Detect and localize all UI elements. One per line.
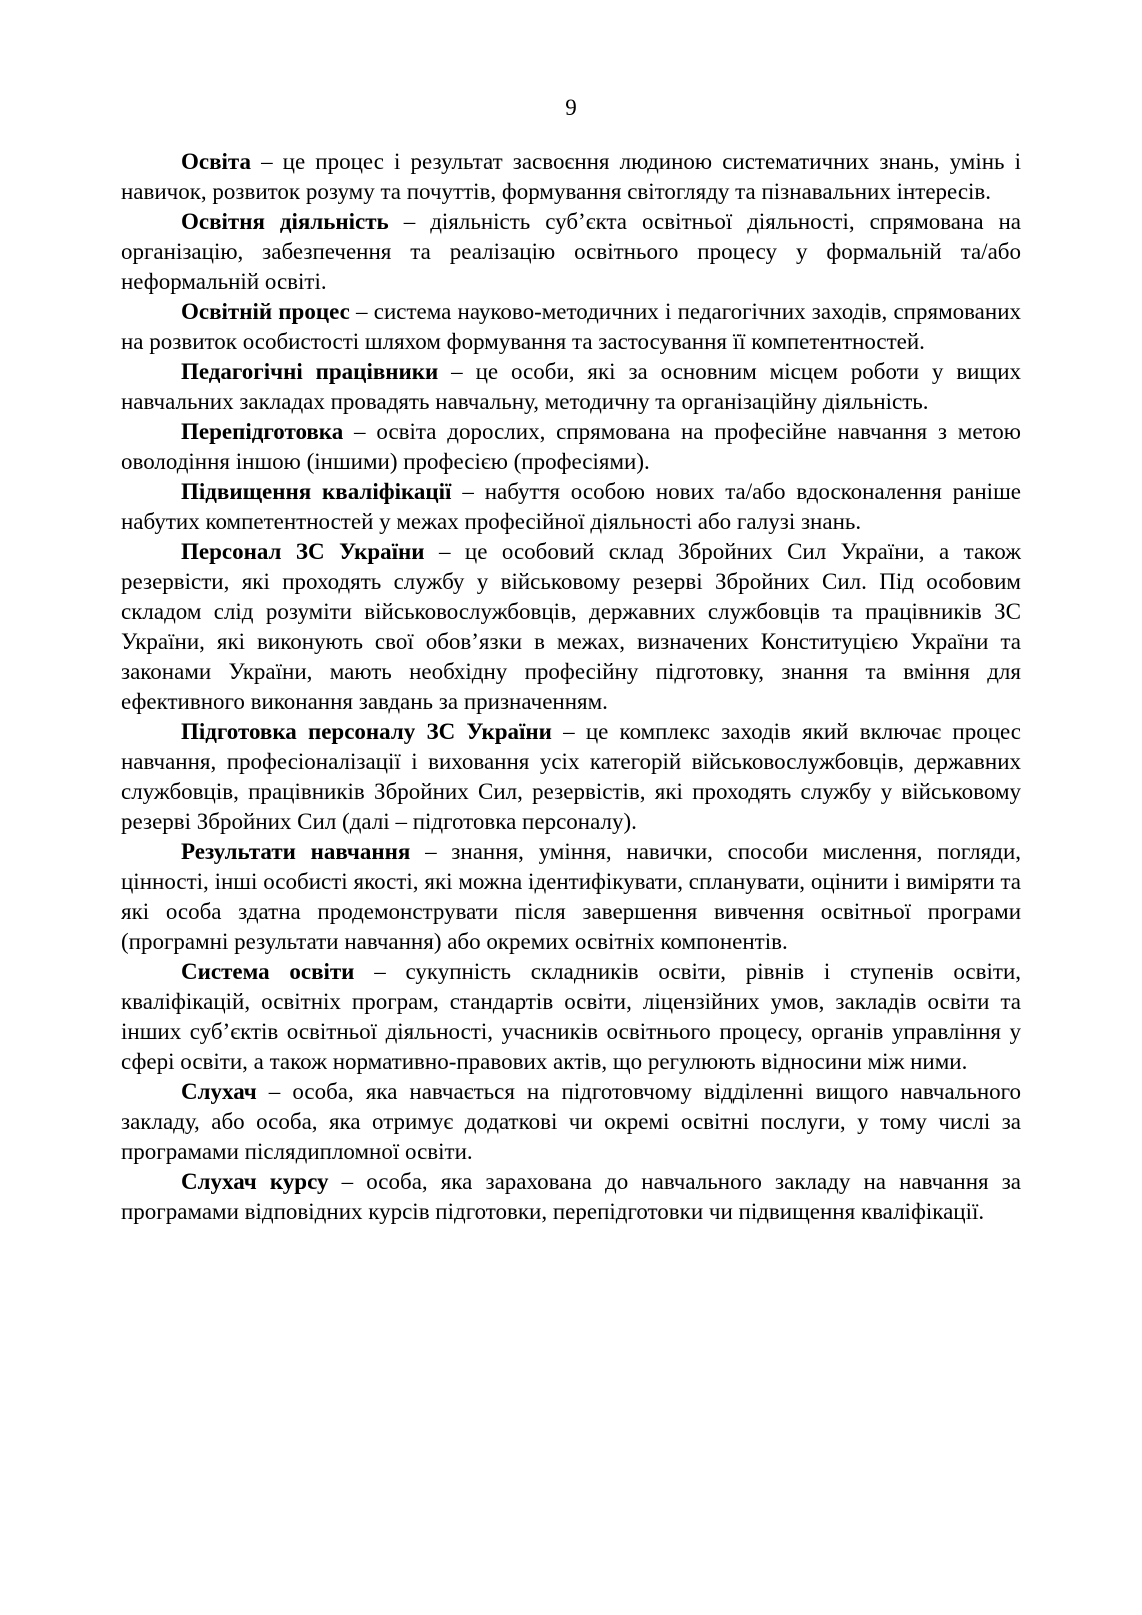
- definition-term: Освітній процес: [181, 299, 350, 324]
- definition-paragraph: [121, 957, 1021, 1077]
- definition-term: Результати навчання: [181, 839, 411, 864]
- definition-term: Слухач курсу: [181, 1169, 329, 1194]
- definition-text: – діяльність суб’єкта освітньої діяльності, спрямована на організацію, забезпечення та реалізацію освітнього процесу у формальній та/або неформальній освіті.: [121, 209, 1022, 294]
- definition-paragraph: [121, 837, 1021, 957]
- definition-term: Педагогічні працівники: [181, 359, 439, 384]
- definition-paragraph: [121, 1167, 1021, 1227]
- definition-paragraph: [121, 357, 1021, 417]
- definition-term: Система освіти: [181, 959, 355, 984]
- definition-text: – система науково-методичних і педагогічних заходів, спрямованих на розвиток особистості шляхом формування та застосування її компетентностей.: [121, 299, 1022, 354]
- definition-text: – це комплекс заходів який включає процес навчання, професіоналізації і виховання усіх категорій військовослужбовців, державних службовців, працівників Збройних Сил, резервістів, які проходять службу у військовому резерві Збройних Сил (далі – підготовка персоналу).: [121, 719, 1021, 834]
- definition-term: Підготовка персоналу ЗС України: [181, 719, 552, 744]
- definition-text: – це особи, які за основним місцем роботи у вищих навчальних закладах провадять навчальну, методичну та організаційну діяльність.: [121, 359, 1022, 414]
- document-body: [121, 147, 1021, 1227]
- definition-text: – знання, уміння, навички, способи мислення, погляди, цінності, інші особисті якості, які можна ідентифікувати, спланувати, оцінити і виміряти та які особа здатна продемонструвати після завершення вивчення освітньої програми (програмні результати навчання) або окремих освітніх компонентів.: [121, 839, 1021, 954]
- definition-term: Освітня діяльність: [181, 209, 389, 234]
- definition-text: – це процес і результат засвоєння людиною систематичних знань, умінь і навичок, розвиток розуму та почуттів, формування світогляду та пізнавальних інтересів.: [121, 149, 1021, 204]
- definition-paragraph: [121, 477, 1021, 537]
- definition-term: Перепідготовка: [181, 419, 344, 444]
- definition-paragraph: [121, 297, 1021, 357]
- definition-term: Освіта: [181, 149, 251, 174]
- definition-text: – це особовий склад Збройних Сил України, а також резервісти, які проходять службу у військовому резерві Збройних Сил. Під особовим складом слід розуміти військовослужбовців, державних службовців та працівників ЗС України, які виконують свої обов’язки в межах, визначених Конституцією України та законами України, мають необхідну професійну підготовку, знання та вміння для ефективного виконання завдань за призначенням.: [121, 539, 1022, 714]
- page-number: 9: [565, 95, 577, 120]
- definition-paragraph: [121, 147, 1021, 207]
- definition-paragraph: [121, 207, 1021, 297]
- definition-paragraph: [121, 717, 1021, 837]
- definition-term: Слухач: [181, 1079, 257, 1104]
- definition-paragraph: [121, 417, 1021, 477]
- definition-text: – особа, яка навчається на підготовчому відділенні вищого навчального закладу, або особа, яка отримує додаткові чи окремі освітні послуги, у тому числі за програмами післядипломної освіти.: [121, 1079, 1021, 1164]
- definition-text: – освіта дорослих, спрямована на професійне навчання з метою оволодіння іншою (іншими) професією (професіями).: [121, 419, 1021, 474]
- definition-text: – сукупність складників освіти, рівнів і ступенів освіти, кваліфікацій, освітніх програм, стандартів освіти, ліцензійних умов, закладів освіти та інших суб’єктів освітньої діяльності, учасників освітнього процесу, органів управління у сфері освіти, а також нормативно-правових актів, що регулюють відносини між ними.: [121, 959, 1021, 1074]
- definition-text: – набуття особою нових та/або вдосконалення раніше набутих компетентностей у межах професійної діяльності або галузі знань.: [121, 479, 1021, 534]
- definition-paragraph: [121, 537, 1021, 717]
- definition-text: – особа, яка зарахована до навчального закладу на навчання за програмами відповідних курсів підготовки, перепідготовки чи підвищення кваліфікації.: [121, 1169, 1021, 1224]
- definition-term: Підвищення кваліфікації: [181, 479, 452, 504]
- definition-paragraph: [121, 1077, 1021, 1167]
- definition-term: Персонал ЗС України: [181, 539, 425, 564]
